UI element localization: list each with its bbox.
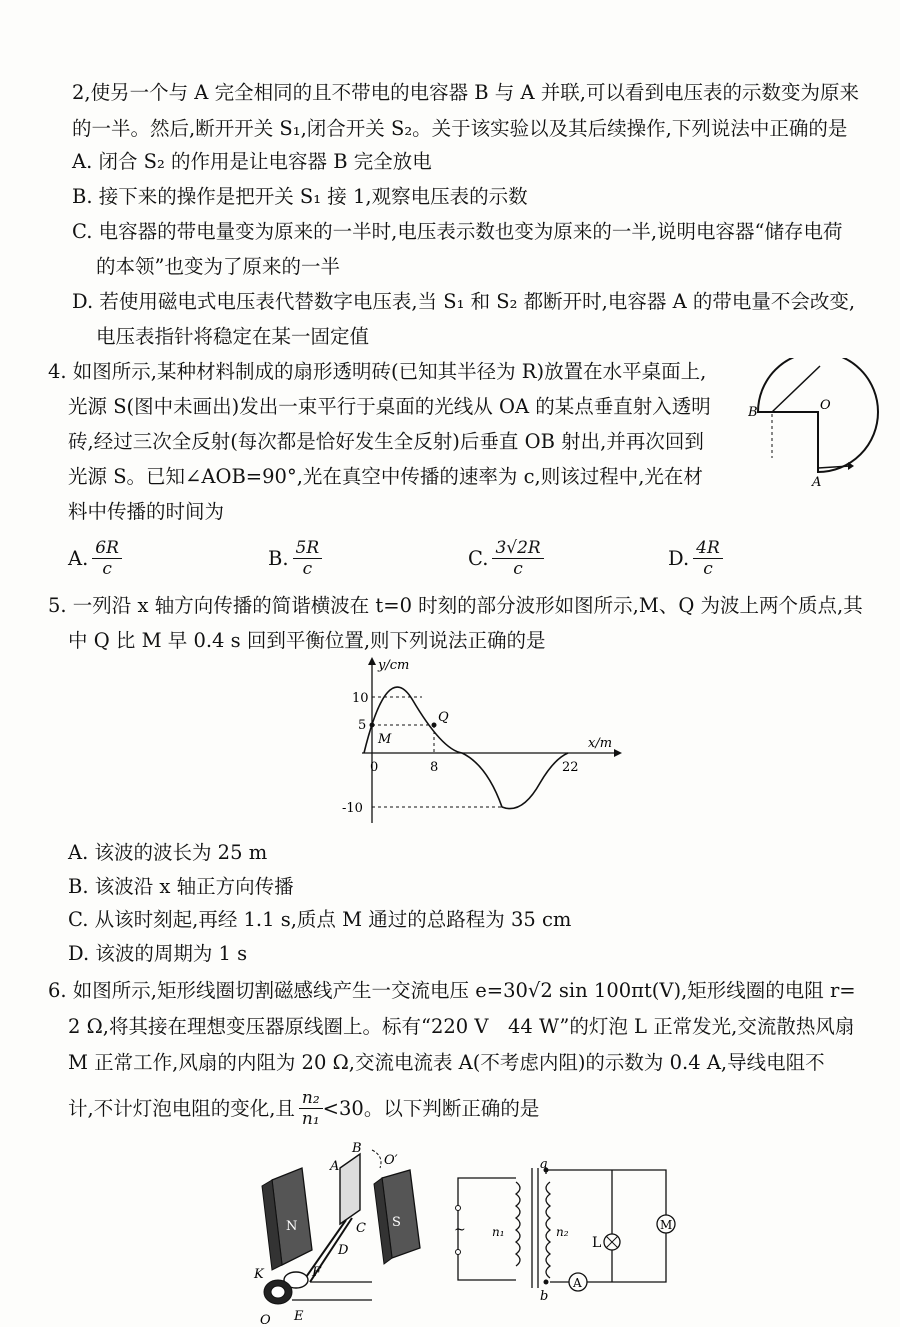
q6-lamp-label: L xyxy=(592,1235,602,1251)
q5-y-tick-5: 5 xyxy=(358,718,367,733)
q6-gen-label-b: B xyxy=(352,1141,362,1156)
q4-stem-line5: 料中传播的时间为 xyxy=(68,500,225,523)
q3-option-b: B. 接下来的操作是把开关 S₁ 接 1,观察电压表的示数 xyxy=(72,185,528,208)
q6-circuit-label-a: a xyxy=(540,1160,548,1172)
q6-stem-line4 xyxy=(68,1088,539,1129)
q6-generator-figure xyxy=(252,1140,432,1327)
q5-y-tick-neg10: -10 xyxy=(342,801,363,816)
q6-ammeter-symbol: A xyxy=(573,1276,582,1290)
q6-circuit-label-b: b xyxy=(540,1289,549,1300)
q6-turns-ratio: $\frac{\text{n₂}}{\text{n₁}}$ xyxy=(299,1088,323,1129)
q4-stem-line2: 光源 S(图中未画出)发出一束平行于桌面的光线从 OA 的某点垂直射入透明 xyxy=(68,395,711,418)
q4-stem-line3: 砖,经过三次全反射(每次都是恰好发生全反射)后垂直 OB 射出,并再次回到 xyxy=(68,430,704,453)
q4-label-b: B xyxy=(748,405,758,420)
q5-point-m: M xyxy=(378,732,392,747)
q6-gen-label-k: K xyxy=(254,1267,264,1282)
q6-circuit-figure xyxy=(446,1160,686,1300)
q6-gen-label-e: E xyxy=(294,1309,304,1324)
q5-option-c: C. 从该时刻起,再经 1.1 s,质点 M 通过的总路程为 35 cm xyxy=(68,908,572,931)
q5-y-tick-10: 10 xyxy=(352,691,369,706)
q5-option-b: B. 该波沿 x 轴正方向传播 xyxy=(68,875,294,898)
q4-choice-b: B. $\frac{5R}{c}$ xyxy=(268,538,322,579)
q6-stem-line4-end: <30。以下判断正确的是 xyxy=(322,1096,540,1120)
q4-label-o: O xyxy=(820,398,831,413)
q6-gen-label-o-prime: O′ xyxy=(384,1153,398,1168)
q4-choice-c: C. $\frac{3√2R}{c}$ xyxy=(468,538,544,579)
q4-choice-d: D. $\frac{4R}{c}$ xyxy=(668,538,723,579)
q5-wave-graph xyxy=(342,655,622,825)
q6-stem-line2: 2 Ω,将其接在理想变压器原线圈上。标有“220 V 44 W”的灯泡 L 正常发光,交流散热风扇 xyxy=(68,1015,855,1038)
q5-point-q: Q xyxy=(438,710,449,725)
q5-y-axis-label: y/cm xyxy=(378,658,410,673)
q4-stem-line1: 4. 如图所示,某种材料制成的扇形透明砖(已知其半径为 R)放置在水平桌面上, xyxy=(48,360,707,383)
q4-stem-line4: 光源 S。已知∠AOB=90°,光在真空中传播的速率为 c,则该过程中,光在材 xyxy=(68,465,703,488)
q3-option-c-line1: C. 电容器的带电量变为原来的一半时,电压表示数也变为原来的一半,说明电容器“储存电荷 xyxy=(72,220,843,243)
q5-stem-line2: 中 Q 比 M 早 0.4 s 回到平衡位置,则下列说法正确的是 xyxy=(68,629,546,652)
q3-option-d-line2: 电压表指针将稳定在某一固定值 xyxy=(96,325,370,348)
q6-gen-label-a: A xyxy=(330,1159,340,1174)
q6-gen-label-n: N xyxy=(286,1219,298,1234)
q3-option-c-line2: 的本领”也变为了原来的一半 xyxy=(96,255,340,278)
q6-gen-label-f: F xyxy=(312,1265,322,1280)
q6-ac-source-symbol: ~ xyxy=(454,1222,466,1238)
q6-gen-label-o: O xyxy=(260,1313,271,1327)
q4-sector-figure xyxy=(748,358,888,488)
q3-option-d-line1: D. 若使用磁电式电压表代替数字电压表,当 S₁ 和 S₂ 都断开时,电容器 A 的带电量不会改变, xyxy=(72,290,856,313)
q6-fan-symbol: M xyxy=(660,1218,673,1232)
q6-gen-label-c: C xyxy=(356,1221,366,1236)
q6-stem-line1: 6. 如图所示,矩形线圈切割磁感线产生一交流电压 e=30√2 sin 100πt(V),矩形线圈的电阻 r= xyxy=(48,979,856,1002)
q5-x-tick-8: 8 xyxy=(430,760,439,775)
q5-x-tick-0: 0 xyxy=(370,760,379,775)
q6-circuit-label-n1: n₁ xyxy=(492,1225,505,1239)
q5-stem-line1: 5. 一列沿 x 轴方向传播的简谐横波在 t=0 时刻的部分波形如图所示,M、Q 为波上两个质点,其 xyxy=(48,594,863,617)
q6-gen-label-d: D xyxy=(338,1243,349,1258)
q6-stem-line3: M 正常工作,风扇的内阻为 20 Ω,交流电流表 A(不考虑内阻)的示数为 0.4 A,导线电阻不 xyxy=(68,1051,825,1074)
q6-circuit-label-n2: n₂ xyxy=(556,1225,569,1239)
q3-stem-line1: 2,使另一个与 A 完全相同的且不带电的电容器 B 与 A 并联,可以看到电压表的示数变为原来 xyxy=(72,81,859,104)
q6-gen-label-s: S xyxy=(392,1215,401,1230)
q5-x-axis-label: x/m xyxy=(588,736,613,751)
q4-choice-a: A. $\frac{6R}{c}$ xyxy=(68,538,122,579)
q6-stem-line4-start: 计,不计灯泡电阻的变化,且 xyxy=(68,1096,295,1120)
q3-stem-line2: 的一半。然后,断开开关 S₁,闭合开关 S₂。关于该实验以及其后续操作,下列说法中正确的是 xyxy=(72,117,848,140)
q5-option-a: A. 该波的波长为 25 m xyxy=(68,841,268,864)
q4-label-a: A xyxy=(812,475,822,488)
q3-option-a: A. 闭合 S₂ 的作用是让电容器 B 完全放电 xyxy=(72,150,432,173)
q5-x-tick-22: 22 xyxy=(562,760,579,775)
q5-option-d: D. 该波的周期为 1 s xyxy=(68,942,248,965)
